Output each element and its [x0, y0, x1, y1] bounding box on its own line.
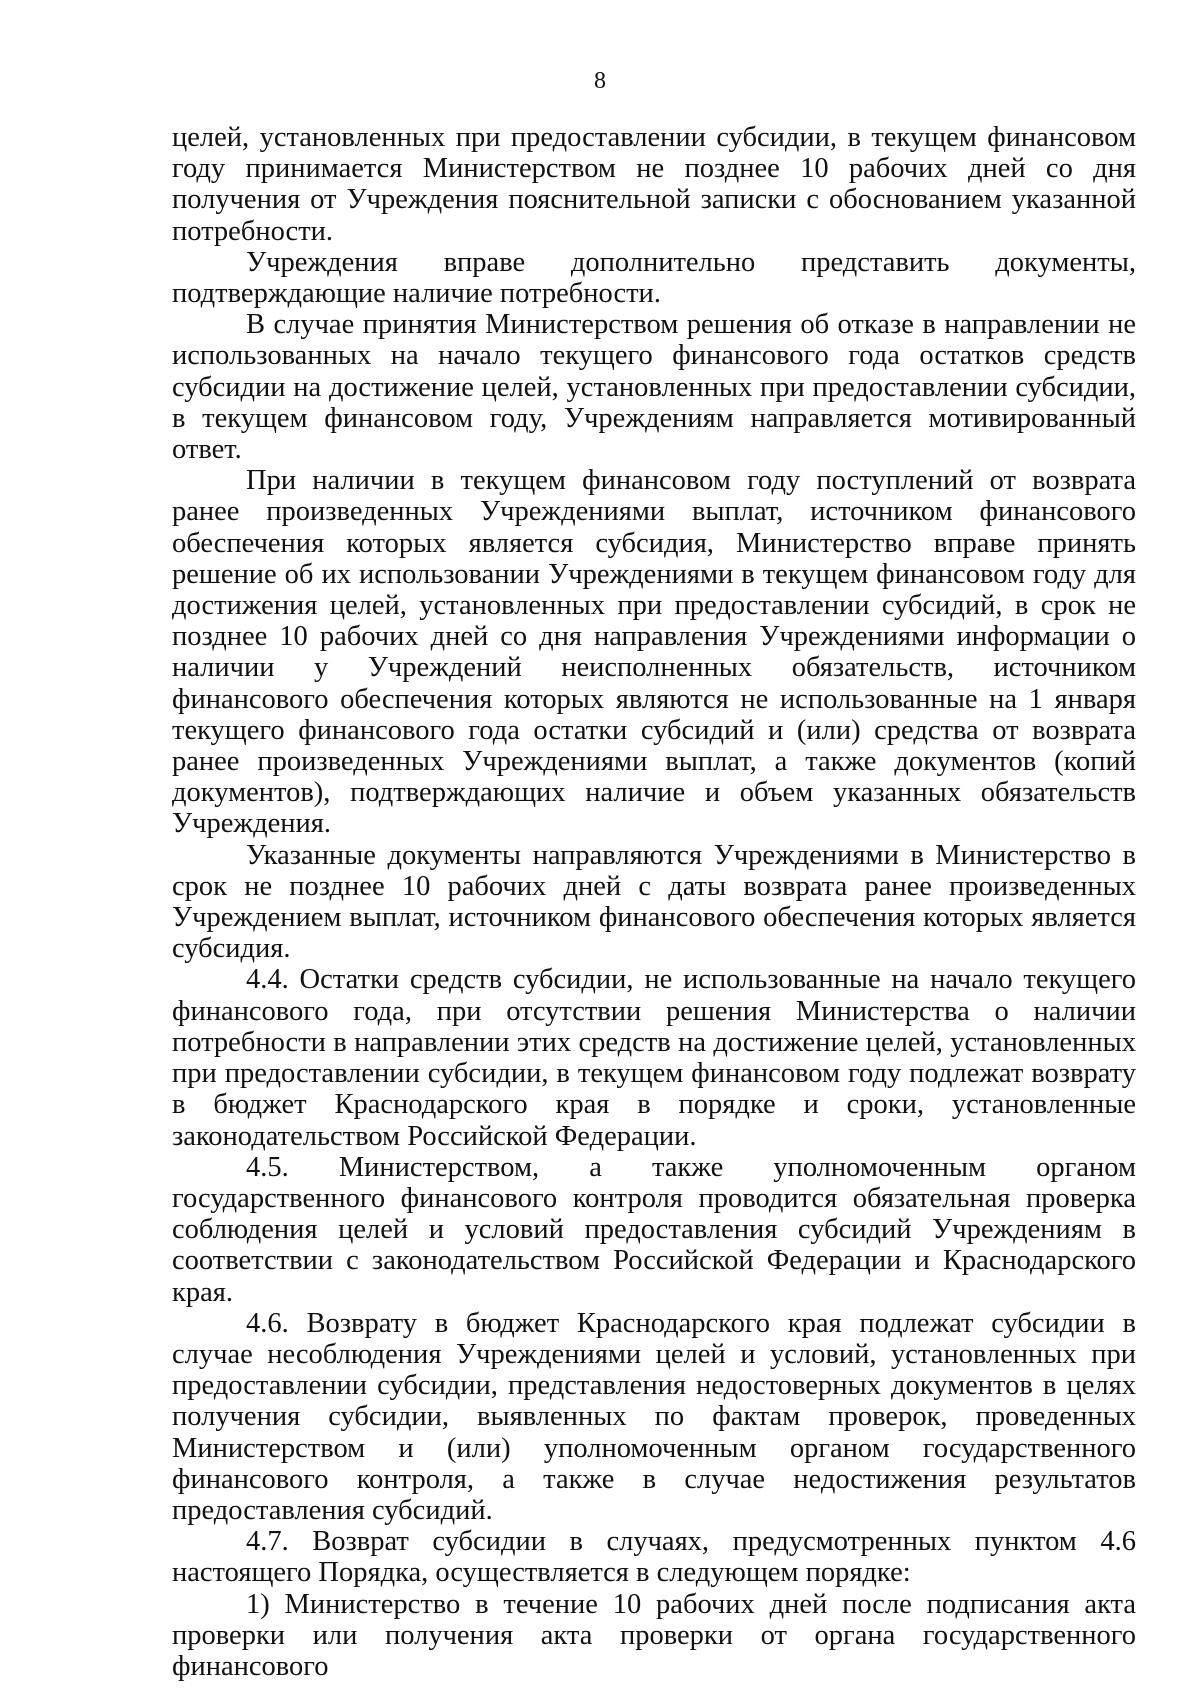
- clause-4-4: 4.4. Остатки средств субсидии, не использованные на начало текущего финансового года, при отсутствии решения Министерства о наличии потребности в направлении этих средств на достижение целей, установленных при предоставлении субсидии, в текущем финансовом году подлежат возврату в бюджет Краснодарского края в порядке и сроки, установленные законодательством Российской Федерации.: [172, 964, 1136, 1152]
- clause-4-6: 4.6. Возврату в бюджет Краснодарского края подлежат субсидии в случае несоблюдения Учреждениями целей и условий, установленных при предоставлении субсидии, представления недостоверных документов в целях получения субсидии, выявленных по фактам проверок, проведенных Министерством и (или) уполномоченным органом государственного финансового контроля, а также в случае недостижения результатов предоставления субсидий.: [172, 1307, 1136, 1526]
- paragraph-continuation: целей, установленных при предоставлении субсидии, в текущем финансовом году принимается Министерством не позднее 10 рабочих дней со дня получения от Учреждения пояснительной записки с обоснованием указанной потребности.: [172, 122, 1136, 247]
- document-body: [172, 122, 1136, 1682]
- clause-4-7-item-1: 1) Министерство в течение 10 рабочих дней после подписания акта проверки или получения акта проверки от органа государственного финансового: [172, 1588, 1136, 1682]
- paragraph-documents-deadline: Указанные документы направляются Учреждениями в Министерство в срок не позднее 10 рабочих дней с даты возврата ранее произведенных Учреждением выплат, источником финансового обеспечения которых является субсидия.: [172, 839, 1136, 965]
- paragraph-returned-payments: При наличии в текущем финансовом году поступлений от возврата ранее произведенных Учреждениями выплат, источником финансового обеспечения которых является субсидия, Министерство вправе принять решение об их использовании Учреждениями в текущем финансовом году для достижения целей, установленных при предоставлении субсидий, в срок не позднее 10 рабочих дней со дня направления Учреждениями информации о наличии у Учреждений неисполненных обязательств, источником финансового обеспечения которых являются не использованные на 1 января текущего финансового года остатки субсидий и (или) средства от возврата ранее произведенных Учреждениями выплат, а также документов (копий документов), подтверждающих наличие и объем указанных обязательств Учреждения.: [172, 465, 1136, 840]
- clause-4-5: 4.5. Министерством, а также уполномоченным органом государственного финансового контроля проводится обязательная проверка соблюдения целей и условий предоставления субсидий Учреждениям в соответствии с законодательством Российской Федерации и Краснодарского края.: [172, 1151, 1136, 1308]
- clause-4-7: 4.7. Возврат субсидии в случаях, предусмотренных пунктом 4.6 настоящего Порядка, осуществляется в следующем порядке:: [172, 1526, 1136, 1589]
- paragraph-refusal: В случае принятия Министерством решения об отказе в направлении не использованных на начало текущего финансового года остатков средств субсидии на достижение целей, установленных при предоставлении субсидии, в текущем финансовом году, Учреждениям направляется мотивированный ответ.: [172, 309, 1136, 466]
- page-number: 8: [594, 68, 606, 94]
- paragraph-documents-right: Учреждения вправе дополнительно представить документы, подтверждающие наличие потребности.: [172, 246, 1136, 310]
